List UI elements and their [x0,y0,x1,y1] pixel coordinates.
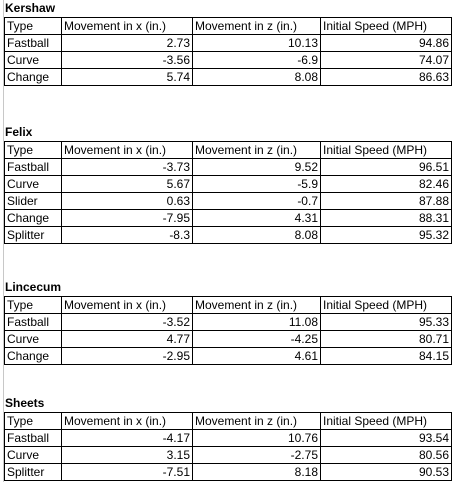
value-cell[interactable]: -7.95 [62,210,193,227]
column-header[interactable]: Movement in x (in.) [62,18,193,35]
value-cell[interactable]: 10.76 [193,430,321,447]
value-cell[interactable]: -2.75 [193,447,321,464]
value-cell[interactable]: -6.9 [193,52,321,69]
value-cell[interactable]: 90.53 [321,464,452,481]
value-cell[interactable]: 86.63 [321,69,452,86]
table-row [5,430,452,447]
table-row [5,159,452,176]
pitch-type-cell[interactable]: Curve [5,331,62,348]
column-header[interactable]: Movement in z (in.) [193,18,321,35]
pitch-type-cell[interactable]: Fastball [5,314,62,331]
value-cell[interactable]: 8.08 [193,69,321,86]
value-cell[interactable]: 8.18 [193,464,321,481]
table-row [5,35,452,52]
player-name: Lincecum [5,280,62,294]
pitch-type-cell[interactable]: Splitter [5,227,62,244]
value-cell[interactable]: 5.74 [62,69,193,86]
player-name: Kershaw [5,1,56,15]
value-cell[interactable]: -3.52 [62,314,193,331]
value-cell[interactable]: -4.25 [193,331,321,348]
value-cell[interactable]: -7.51 [62,464,193,481]
value-cell[interactable]: 8.08 [193,227,321,244]
table-row [5,52,452,69]
pitch-table [4,296,452,365]
value-cell[interactable]: 4.77 [62,331,193,348]
value-cell[interactable]: 74.07 [321,52,452,69]
value-cell[interactable]: 4.31 [193,210,321,227]
pitch-type-cell[interactable]: Fastball [5,159,62,176]
value-cell[interactable]: 96.51 [321,159,452,176]
column-header[interactable]: Initial Speed (MPH) [321,413,452,430]
column-header[interactable]: Initial Speed (MPH) [321,297,452,314]
pitch-table [4,17,452,86]
value-cell[interactable]: 95.33 [321,314,452,331]
table-row [5,331,452,348]
value-cell[interactable]: 88.31 [321,210,452,227]
value-cell[interactable]: -5.9 [193,176,321,193]
value-cell[interactable]: 95.32 [321,227,452,244]
pitch-type-cell[interactable]: Curve [5,447,62,464]
value-cell[interactable]: -4.17 [62,430,193,447]
player-name: Felix [5,125,33,139]
value-cell[interactable]: 4.61 [193,348,321,365]
player-name: Sheets [5,396,45,410]
value-cell[interactable]: 3.15 [62,447,193,464]
value-cell[interactable]: 94.86 [321,35,452,52]
table-row [5,314,452,331]
value-cell[interactable]: 9.52 [193,159,321,176]
table-row [5,348,452,365]
table-row [5,464,452,481]
pitch-type-cell[interactable]: Fastball [5,35,62,52]
pitch-type-cell[interactable]: Slider [5,193,62,210]
column-header[interactable]: Movement in z (in.) [193,142,321,159]
section-felix [4,124,452,244]
table-row [5,176,452,193]
header-row [5,18,452,35]
pitch-type-cell[interactable]: Splitter [5,464,62,481]
pitch-table [4,412,452,481]
pitch-type-cell[interactable]: Change [5,348,62,365]
column-header[interactable]: Initial Speed (MPH) [321,18,452,35]
value-cell[interactable]: -3.73 [62,159,193,176]
value-cell[interactable]: 2.73 [62,35,193,52]
value-cell[interactable]: 11.08 [193,314,321,331]
table-row [5,210,452,227]
section-sheets [4,395,452,481]
value-cell[interactable]: 87.88 [321,193,452,210]
value-cell[interactable]: 93.54 [321,430,452,447]
pitch-table [4,141,452,244]
table-row [5,193,452,210]
column-header[interactable]: Type [5,413,62,430]
table-row [5,227,452,244]
value-cell[interactable]: 84.15 [321,348,452,365]
column-header[interactable]: Movement in z (in.) [193,297,321,314]
column-header[interactable]: Type [5,297,62,314]
value-cell[interactable]: 82.46 [321,176,452,193]
pitch-type-cell[interactable]: Curve [5,52,62,69]
header-row [5,142,452,159]
pitch-type-cell[interactable]: Change [5,69,62,86]
pitch-type-cell[interactable]: Fastball [5,430,62,447]
column-header[interactable]: Movement in z (in.) [193,413,321,430]
table-row [5,69,452,86]
value-cell[interactable]: 80.71 [321,331,452,348]
value-cell[interactable]: 80.56 [321,447,452,464]
column-header[interactable]: Movement in x (in.) [62,142,193,159]
value-cell[interactable]: -8.3 [62,227,193,244]
pitch-type-cell[interactable]: Curve [5,176,62,193]
column-header[interactable]: Type [5,142,62,159]
section-lincecum [4,279,452,365]
value-cell[interactable]: -3.56 [62,52,193,69]
section-kershaw [4,0,452,86]
column-header[interactable]: Initial Speed (MPH) [321,142,452,159]
value-cell[interactable]: -0.7 [193,193,321,210]
value-cell[interactable]: 0.63 [62,193,193,210]
value-cell[interactable]: 5.67 [62,176,193,193]
table-row [5,447,452,464]
column-header[interactable]: Movement in x (in.) [62,413,193,430]
column-header[interactable]: Movement in x (in.) [62,297,193,314]
pitch-type-cell[interactable]: Change [5,210,62,227]
value-cell[interactable]: -2.95 [62,348,193,365]
header-row [5,297,452,314]
header-row [5,413,452,430]
value-cell[interactable]: 10.13 [193,35,321,52]
column-header[interactable]: Type [5,18,62,35]
